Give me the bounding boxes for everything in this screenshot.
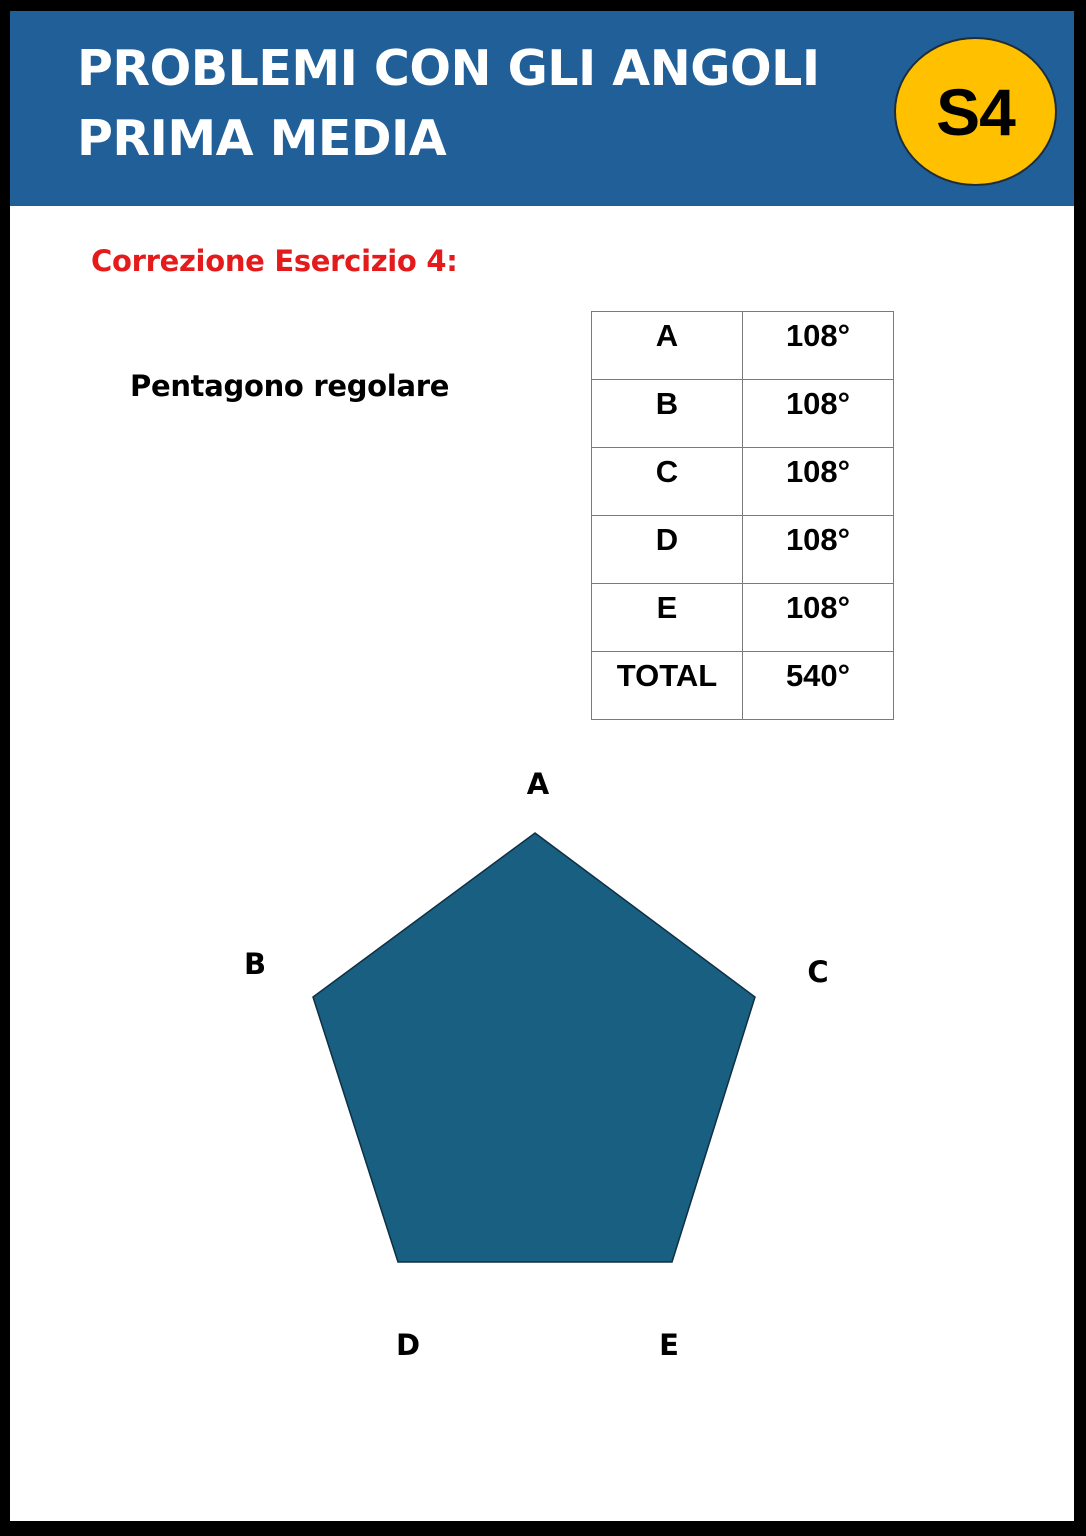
- angle-cell: 108°: [743, 584, 894, 652]
- shape-name-label: Pentagono regolare: [130, 369, 450, 403]
- vertex-cell: A: [592, 312, 743, 380]
- title-line-2: PRIMA MEDIA: [77, 110, 447, 167]
- pentagon-figure: [10, 11, 1074, 1521]
- vertex-label-e: E: [659, 1328, 679, 1362]
- title-line-1: PROBLEMI CON GLI ANGOLI: [77, 40, 820, 97]
- table-row: [592, 584, 894, 652]
- pentagon-drawing: [10, 11, 1074, 1521]
- vertex-label-a: A: [526, 767, 550, 801]
- angles-table: [591, 311, 894, 720]
- angle-cell: 108°: [743, 380, 894, 448]
- angle-cell: 108°: [743, 448, 894, 516]
- vertex-label-c: C: [807, 955, 829, 989]
- vertex-cell: D: [592, 516, 743, 584]
- angle-cell: 108°: [743, 516, 894, 584]
- exercise-correction-heading: Correzione Esercizio 4:: [91, 244, 458, 278]
- angle-cell: 108°: [743, 312, 894, 380]
- regular-pentagon-shape: [313, 833, 755, 1262]
- total-label-cell: TOTAL: [592, 652, 743, 720]
- level-badge: [894, 37, 1057, 186]
- vertex-cell: C: [592, 448, 743, 516]
- vertex-cell: E: [592, 584, 743, 652]
- table-row: [592, 516, 894, 584]
- vertex-cell: B: [592, 380, 743, 448]
- table-row: [592, 380, 894, 448]
- vertex-label-b: B: [243, 947, 267, 981]
- header-banner: [10, 11, 1074, 206]
- table-row: [592, 448, 894, 516]
- table-row-total: [592, 652, 894, 720]
- badge-label: S4: [936, 74, 1015, 149]
- worksheet-page: [10, 11, 1074, 1521]
- table-row: [592, 312, 894, 380]
- vertex-label-d: D: [395, 1328, 421, 1362]
- total-angle-cell: 540°: [743, 652, 894, 720]
